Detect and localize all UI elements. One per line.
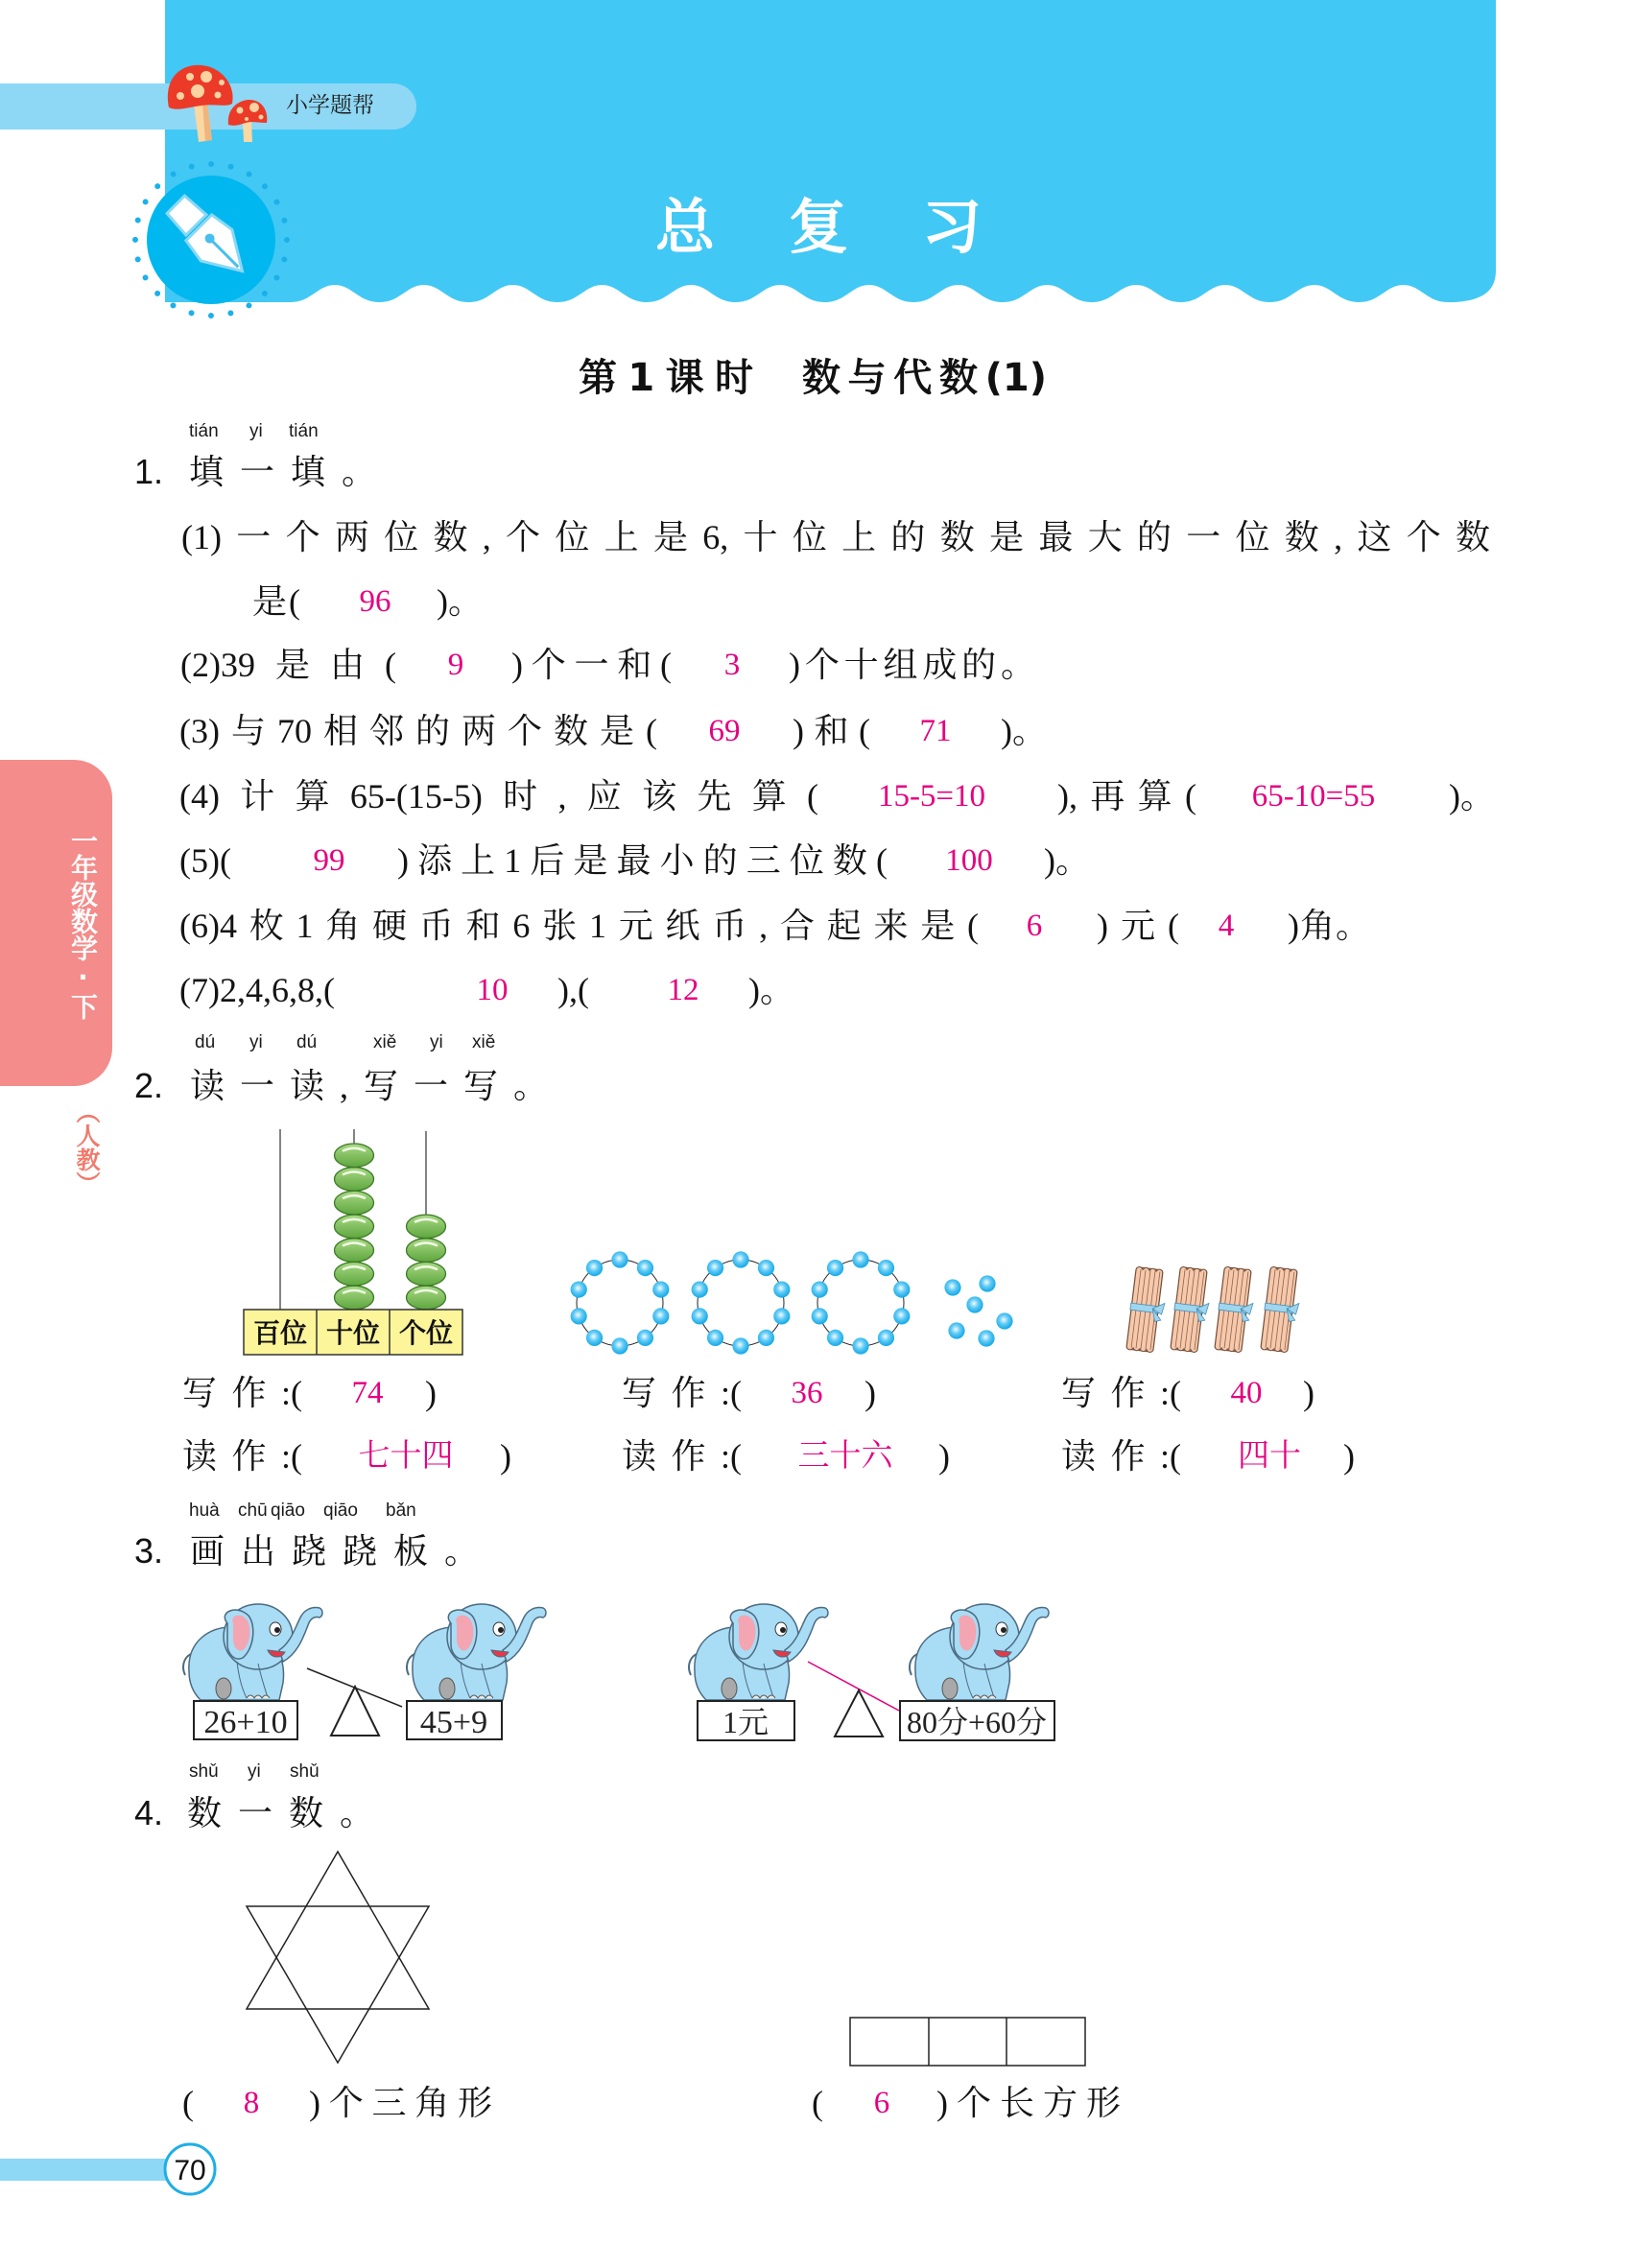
seesaw-2 (689, 1604, 1054, 1740)
pinyin: huà (189, 1500, 220, 1521)
item-5-answer: 99 (313, 843, 345, 878)
close-paren: ) (1343, 1437, 1355, 1476)
item-2-text: (2)39是由( (180, 646, 396, 684)
pinyin: qiāo (271, 1500, 305, 1521)
pinyin: dú (195, 1032, 216, 1052)
question-title: 填一填。 (189, 453, 393, 491)
side-tab-grade-label: 一年级数学·下 (67, 827, 99, 1020)
read-label: 读作:( (182, 1437, 302, 1476)
pinyin: shǔ (189, 1761, 219, 1782)
seesaw-1 (183, 1604, 546, 1740)
write-label: 写作:( (182, 1374, 302, 1412)
write-label: 写作:( (622, 1374, 742, 1412)
item-3-text: )。 (1001, 712, 1047, 750)
close-paren: ) (864, 1374, 876, 1412)
pinyin: shǔ (290, 1761, 320, 1782)
question-number: 1. (134, 452, 164, 491)
item-4-text: ),再算( (1057, 777, 1196, 815)
item-4-answer: 15-5=10 (877, 779, 986, 814)
item-3-text: )和( (793, 712, 870, 750)
elephant-right-2 (910, 1604, 1049, 1700)
stick-bundles-figure (1125, 1266, 1303, 1354)
question-title: 数一数。 (187, 1794, 391, 1832)
item-7-answer: 10 (476, 973, 509, 1007)
item-7-text: )。 (748, 971, 794, 1009)
item-2-answer: 9 (447, 648, 464, 682)
item-2-text: )个十组成的。 (789, 646, 1035, 684)
pinyin: xiě (472, 1032, 496, 1052)
item-5-text: (5)( (179, 841, 231, 880)
brand-label: 小学题帮 (286, 93, 374, 118)
elephant-right-1 (407, 1604, 546, 1700)
item-2-text: )个一和( (511, 646, 672, 684)
close-paren: ) (1303, 1374, 1314, 1412)
close-paren: ) (938, 1437, 950, 1476)
item-6-answer: 4 (1218, 909, 1235, 943)
item-3-answer: 69 (708, 714, 741, 748)
item-5-text: )。 (1044, 841, 1090, 880)
seesaw-1-right-label: 45+9 (419, 1705, 488, 1740)
close-paren: ) (425, 1374, 437, 1412)
question-number: 4. (134, 1793, 164, 1832)
pinyin: tián (289, 421, 319, 441)
item-6-text: (6)4枚1角硬币和6张1元纸币,合起来是( (179, 907, 979, 945)
lesson-number: 第1课时 (579, 356, 753, 400)
pinyin: xiě (373, 1032, 397, 1052)
item-1-text: (1)一个两位数,个位上是6,十位上的数是最大的一位数,这个数 (181, 518, 1490, 556)
six-pointed-star-figure (247, 1852, 429, 2063)
rectangle-count-label: )个长方形 (936, 2084, 1121, 2122)
bead-rings-figure (571, 1251, 1013, 1354)
item-2-answer: 3 (723, 648, 741, 682)
pinyin: dú (296, 1032, 318, 1052)
seesaw-1-left-label: 26+10 (203, 1705, 288, 1740)
seesaw-2-right-label: 80分+60分 (906, 1705, 1048, 1739)
pen-nib-badge-icon (135, 164, 287, 316)
lesson-topic: 数与代数(1) (802, 356, 1047, 400)
open-paren: ( (182, 2084, 194, 2122)
item-7-answer: 12 (667, 973, 699, 1007)
read-answer-abacus: 七十四 (358, 1439, 454, 1474)
elephant-left-1 (183, 1604, 322, 1700)
item-5-answer: 100 (945, 843, 993, 878)
pinyin: bǎn (386, 1500, 416, 1521)
elephant-left-2 (689, 1604, 828, 1700)
item-4-text: (4)计算65-(15-5)时,应该先算( (179, 777, 818, 815)
close-paren: ) (500, 1437, 511, 1476)
ones-beads (407, 1215, 446, 1310)
tens-beads (335, 1144, 374, 1310)
item-3-text: (3)与70相邻的两个数是( (179, 712, 657, 750)
side-tab-edition-label: （人教） (73, 1099, 101, 1195)
read-label: 读作:( (622, 1437, 742, 1476)
item-6-text: )元( (1097, 907, 1179, 945)
abacus-figure (244, 1129, 462, 1355)
item-1-answer: 96 (359, 584, 391, 619)
read-answer-sticks: 四十 (1238, 1439, 1301, 1474)
question-number: 2. (134, 1066, 164, 1105)
write-label: 写作:( (1061, 1374, 1181, 1412)
pinyin: yi (430, 1032, 443, 1052)
pinyin: tián (189, 421, 219, 441)
pinyin: yi (248, 1761, 261, 1782)
item-6-text: )角。 (1288, 907, 1370, 945)
triangle-count-answer: 8 (243, 2086, 260, 2120)
write-answer-sticks: 40 (1230, 1376, 1263, 1410)
question-title: 画出跷跷板。 (190, 1532, 496, 1571)
page-number: 70 (174, 2155, 206, 2186)
question-title: 读一读,写一写。 (190, 1067, 564, 1105)
abacus-label-ones: 个位 (398, 1319, 454, 1349)
pinyin: chū (238, 1500, 268, 1521)
item-5-text: )添上1后是最小的三位数( (397, 841, 888, 880)
abacus-label-tens: 十位 (325, 1319, 381, 1349)
pinyin: qiāo (323, 1500, 358, 1521)
item-7-text: (7)2,4,6,8,( (179, 971, 335, 1009)
read-answer-beads: 三十六 (797, 1439, 893, 1474)
item-6-answer: 6 (1026, 909, 1043, 943)
triangle-count-label: )个三角形 (309, 2084, 492, 2122)
write-answer-abacus: 74 (351, 1376, 384, 1410)
item-1-text: 是( (252, 582, 300, 621)
seesaw-2-left-label: 1元 (722, 1705, 770, 1739)
question-number: 3. (134, 1531, 164, 1571)
pinyin: yi (249, 1032, 263, 1052)
pinyin: yi (249, 421, 263, 441)
item-3-answer: 71 (919, 714, 952, 748)
read-label: 读作:( (1061, 1437, 1181, 1476)
item-7-text: ),( (557, 971, 589, 1009)
open-paren: ( (812, 2084, 823, 2122)
item-4-answer: 65-10=55 (1251, 779, 1376, 814)
page-number-badge (0, 2144, 215, 2194)
rectangles-figure (850, 2018, 1085, 2066)
write-answer-beads: 36 (791, 1376, 823, 1410)
rectangle-count-answer: 6 (873, 2086, 890, 2120)
page-title: 总复习 (655, 192, 1056, 262)
item-1-text: )。 (437, 582, 483, 621)
abacus-label-hundreds: 百位 (252, 1319, 308, 1349)
item-4-text: )。 (1449, 777, 1495, 815)
